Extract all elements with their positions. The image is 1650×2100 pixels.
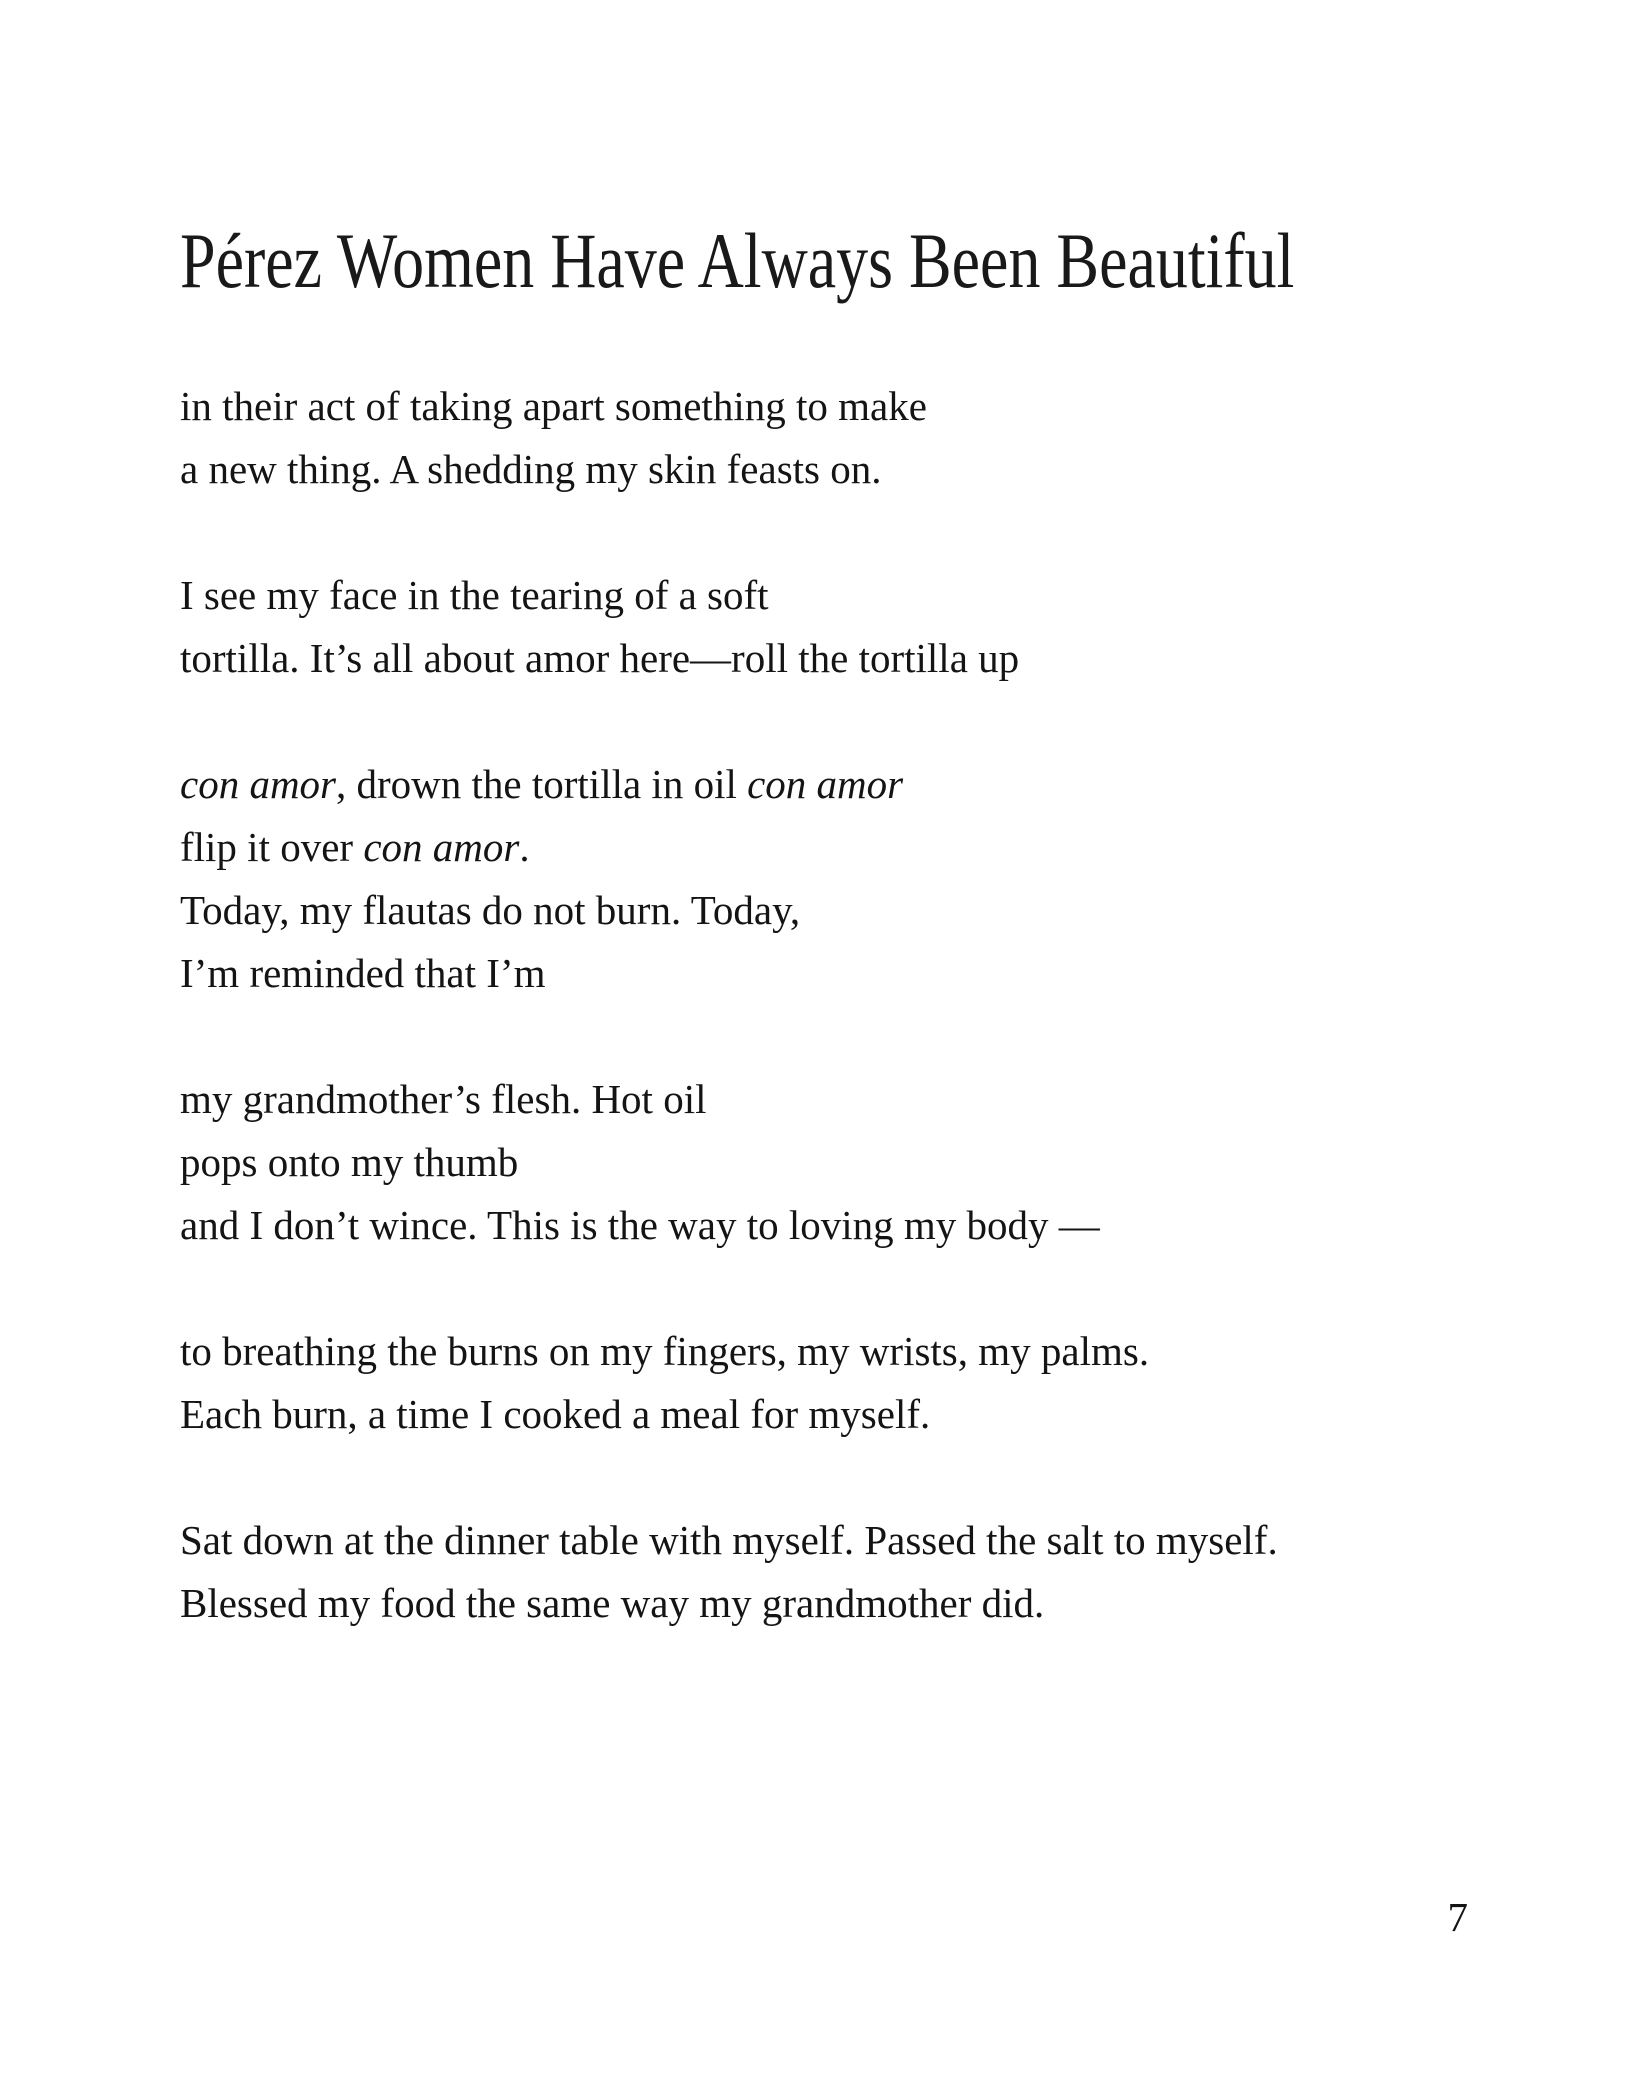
stanza xyxy=(180,1509,1480,1635)
text-segment: and I don’t wince. This is the way to loving my body — xyxy=(180,1202,1100,1248)
poem-line xyxy=(180,1194,1480,1257)
poem-line xyxy=(180,1383,1480,1446)
stanza xyxy=(180,1320,1480,1446)
text-segment: Sat down at the dinner table with myself. Passed the salt to myself. xyxy=(180,1517,1278,1563)
italic-phrase: con amor xyxy=(747,761,904,807)
italic-phrase: con amor xyxy=(363,824,520,870)
italic-phrase: con amor xyxy=(180,761,337,807)
text-segment: Today, my flautas do not burn. Today, xyxy=(180,887,801,933)
text-segment: a new thing. A shedding my skin feasts on. xyxy=(180,446,882,492)
text-segment: I’m reminded that I’m xyxy=(180,950,546,996)
poem-line xyxy=(180,1572,1480,1635)
poem-line xyxy=(180,375,1480,438)
text-segment: to breathing the burns on my fingers, my wrists, my palms. xyxy=(180,1328,1150,1374)
poem-line xyxy=(180,816,1480,879)
stanza xyxy=(180,1068,1480,1257)
text-segment: . xyxy=(519,824,530,870)
poem-title: Pérez Women Have Always Been Beautiful xyxy=(180,217,1295,304)
poem-line xyxy=(180,627,1480,690)
text-segment: flip it over xyxy=(180,824,364,870)
text-segment: Each burn, a time I cooked a meal for myself. xyxy=(180,1391,931,1437)
poem-line xyxy=(180,1509,1480,1572)
poem-line xyxy=(180,564,1480,627)
page-number: 7 xyxy=(1447,1894,1468,1940)
text-segment: Blessed my food the same way my grandmother did. xyxy=(180,1580,1045,1626)
poem-line xyxy=(180,879,1480,942)
stanza xyxy=(180,375,1480,501)
poem-line xyxy=(180,438,1480,501)
poem-line xyxy=(180,1320,1480,1383)
text-segment: tortilla. It’s all about amor here—roll the tortilla up xyxy=(180,635,1020,681)
poem-line xyxy=(180,1068,1480,1131)
poem-line xyxy=(180,942,1480,1005)
stanza xyxy=(180,753,1480,1005)
poem-body xyxy=(180,375,1480,1635)
text-segment: pops onto my thumb xyxy=(180,1139,519,1185)
text-segment: I see my face in the tearing of a soft xyxy=(180,572,769,618)
text-segment: my grandmother’s flesh. Hot oil xyxy=(180,1076,707,1122)
text-segment: in their act of taking apart something to make xyxy=(180,383,927,429)
poem-line xyxy=(180,1131,1480,1194)
poem-line xyxy=(180,753,1480,816)
stanza xyxy=(180,564,1480,690)
text-segment: , drown the tortilla in oil xyxy=(336,761,748,807)
